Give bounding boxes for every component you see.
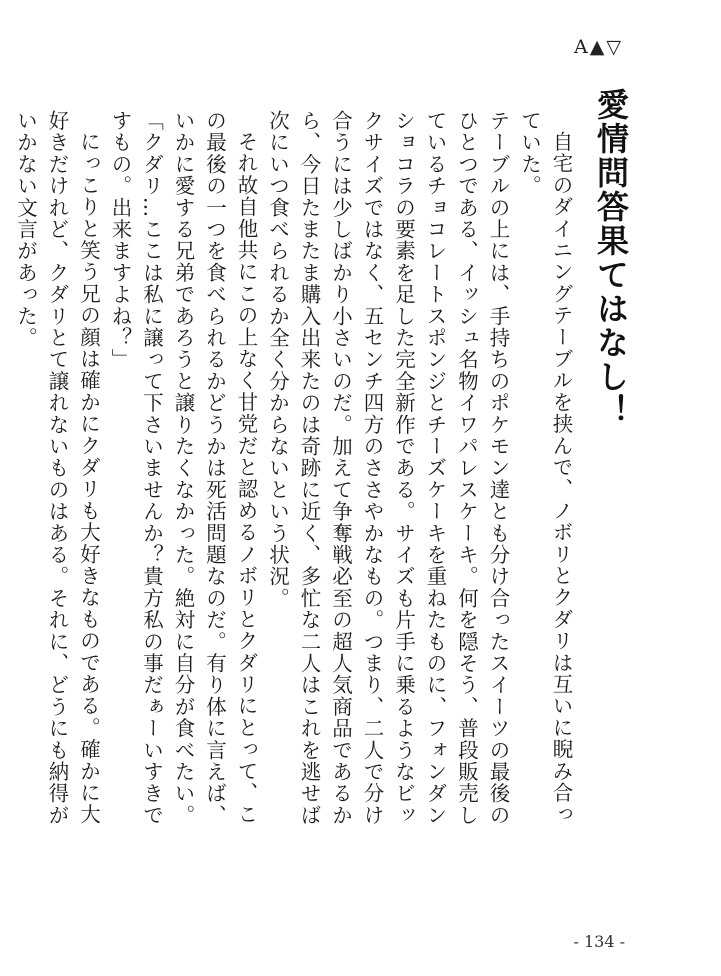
paragraph: テーブルの上には、手持ちのポケモン達とも分け合ったスイーツの最後のひとつである、イッシュ名物イワパレスケーキ。何を隠そう、普段販売しているチョコレートスポンジとチーズケーキを重ねたものに、フォンダンショコラの要素を足した完全新作である。サイズも片手に乗るようなビックサイズではなく、五センチ四方のささやかなもの。つまり、二人で分け合うには少しばかり小さいのだ。加えて争奪戦必至の超人気商品であるから、今日たまたま購入出来たのは奇跡に近く、多忙な二人はこれを逃せば次にいつ食べられるか全く分からないという状況。: [265, 110, 510, 827]
dialogue-paragraph: 「クダリ…ここは私に譲って下さいませんか？貴方私の事だぁーいすきですもの。出来ますよね？」: [108, 110, 164, 827]
paragraph: 自宅のダイニングテーブルを挟んで、ノボリとクダリは互いに睨み合っていた。: [517, 110, 573, 825]
next-page-triangle-icon[interactable]: ▽: [606, 36, 621, 58]
page-number: - 134 -: [573, 932, 625, 951]
paragraph: にっこりと笑う兄の顔は確かにクダリも大好きなものである。確かに大好きだけれど、クダリとて譲れないものはある。それに、どうにも納得がいかない文言があった。: [13, 110, 101, 827]
font-size-button[interactable]: A: [574, 36, 588, 58]
chapter-title: 愛情問答果てはなし！: [592, 88, 630, 428]
body-text: [9, 110, 576, 830]
reader-toolbar: [574, 36, 621, 58]
prev-page-triangle-icon[interactable]: ▲: [589, 36, 605, 58]
paragraph: それ故自他共にこの上なく甘党だと認めるノボリとクダリにとって、この最後の一つを食べられるかどうかは死活問題なのだ。有り体に言えば、いかに愛する兄弟であろうと譲りたくなかった。絶対に自分が食べたい。: [171, 110, 258, 827]
